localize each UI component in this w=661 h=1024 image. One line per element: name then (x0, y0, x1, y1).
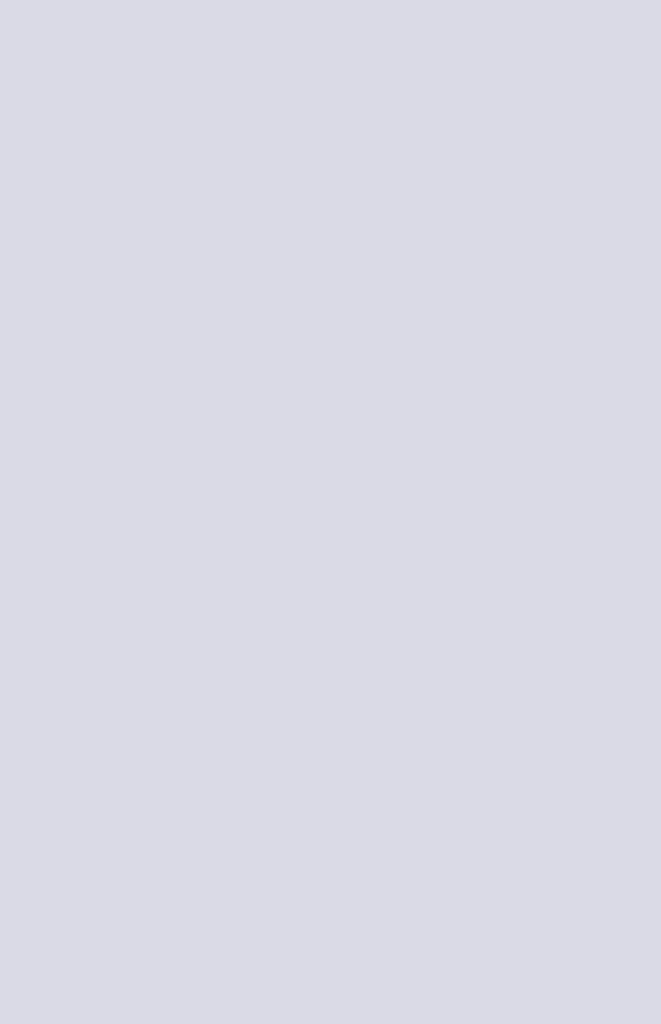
stats-report (0, 0, 661, 6)
